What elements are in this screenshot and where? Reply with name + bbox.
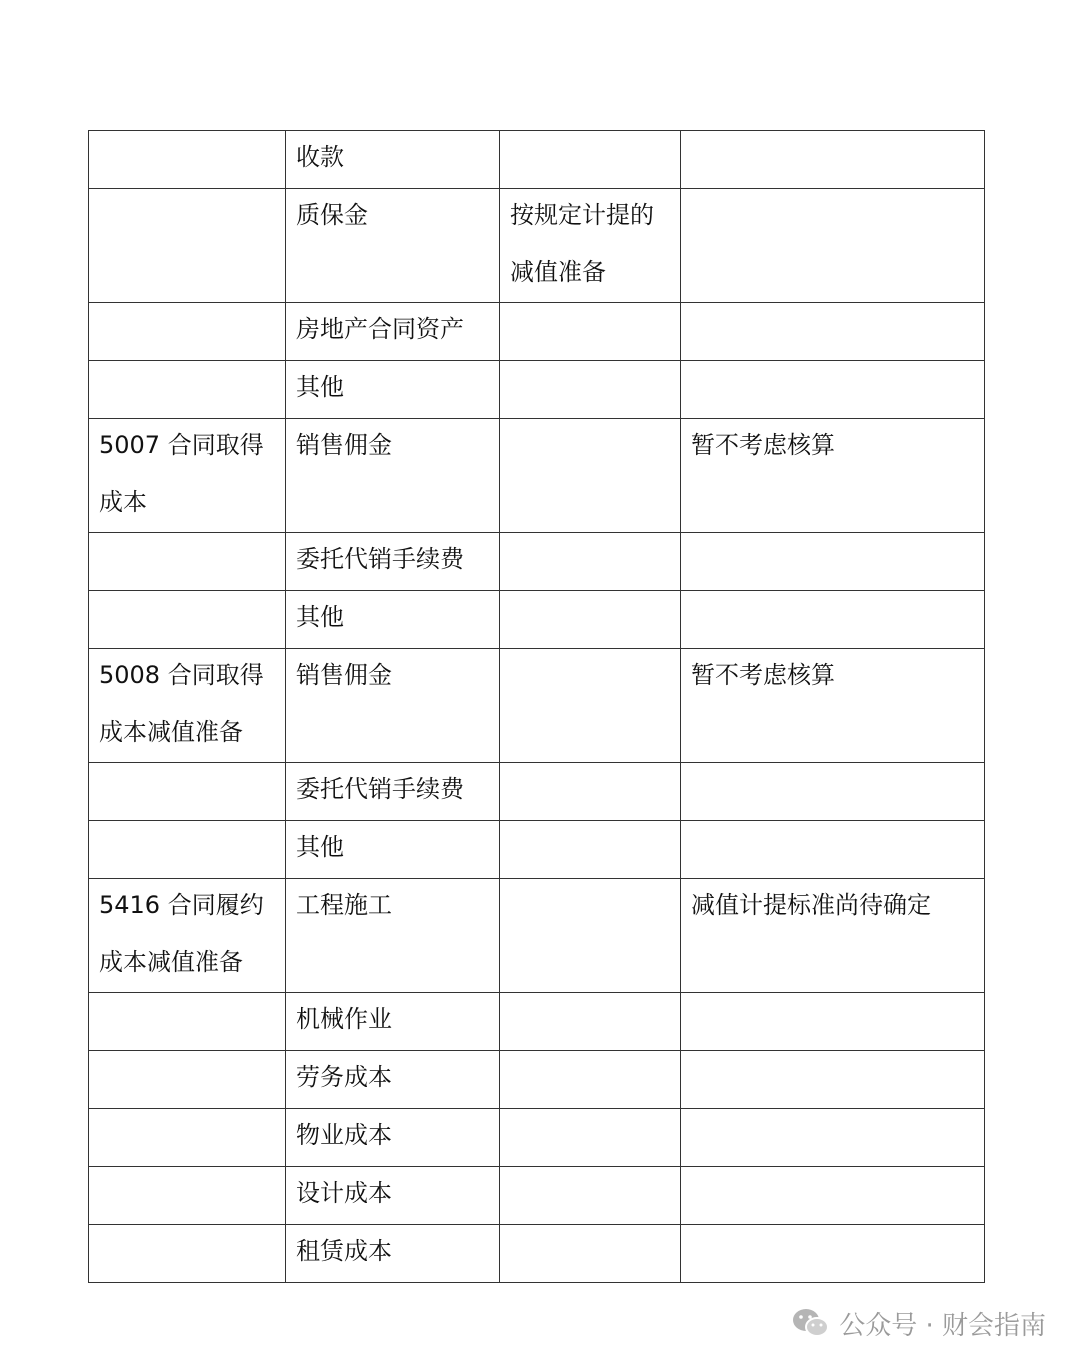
cell-text: 工程施工 bbox=[296, 891, 392, 919]
table-cell-col3 bbox=[500, 821, 681, 879]
table-cell-col2 bbox=[286, 1167, 500, 1225]
table-row bbox=[89, 591, 985, 649]
cell-text: 机械作业 bbox=[296, 1005, 392, 1033]
table-cell-col1 bbox=[89, 821, 286, 879]
cell-text: 暂不考虑核算 bbox=[691, 661, 835, 689]
cell-text: 暂不考虑核算 bbox=[691, 431, 835, 459]
table-cell-col2 bbox=[286, 1225, 500, 1283]
cell-text: 5007 合同取得成本 bbox=[99, 431, 264, 516]
cell-text: 其他 bbox=[296, 373, 344, 401]
table-cell-col2 bbox=[286, 533, 500, 591]
cell-text: 销售佣金 bbox=[296, 431, 392, 459]
table-cell-col3 bbox=[500, 1225, 681, 1283]
table-cell-col4 bbox=[681, 591, 985, 649]
table-cell-col2 bbox=[286, 131, 500, 189]
table-cell-col1 bbox=[89, 993, 286, 1051]
table-row bbox=[89, 1109, 985, 1167]
table-cell-col2 bbox=[286, 591, 500, 649]
table-cell-col2 bbox=[286, 879, 500, 993]
table-cell-col2 bbox=[286, 993, 500, 1051]
table-cell-col2 bbox=[286, 763, 500, 821]
table-cell-col3 bbox=[500, 131, 681, 189]
table-cell-col4 bbox=[681, 1167, 985, 1225]
table-cell-col4 bbox=[681, 993, 985, 1051]
table-cell-col4 bbox=[681, 763, 985, 821]
table-cell-col2 bbox=[286, 821, 500, 879]
table-cell-col3 bbox=[500, 1167, 681, 1225]
table-cell-col3 bbox=[500, 1109, 681, 1167]
cell-text: 房地产合同资产 bbox=[296, 315, 464, 343]
table-row bbox=[89, 303, 985, 361]
table-cell-col2 bbox=[286, 1051, 500, 1109]
table-cell-col1 bbox=[89, 591, 286, 649]
table-cell-col1 bbox=[89, 1051, 286, 1109]
table-cell-col4 bbox=[681, 419, 985, 533]
table-row bbox=[89, 763, 985, 821]
table-cell-col1 bbox=[89, 1167, 286, 1225]
table-cell-col2 bbox=[286, 419, 500, 533]
cell-text: 委托代销手续费 bbox=[296, 545, 464, 573]
table-cell-col3 bbox=[500, 993, 681, 1051]
account-table bbox=[88, 130, 985, 1283]
table-row bbox=[89, 131, 985, 189]
cell-text: 5416 合同履约成本减值准备 bbox=[99, 891, 264, 976]
table-row bbox=[89, 1167, 985, 1225]
cell-text: 减值计提标准尚待确定 bbox=[691, 891, 931, 919]
table-cell-col4 bbox=[681, 303, 985, 361]
table-cell-col4 bbox=[681, 649, 985, 763]
table-cell-col3 bbox=[500, 649, 681, 763]
table-cell-col1 bbox=[89, 131, 286, 189]
watermark bbox=[791, 1303, 1046, 1343]
table-row bbox=[89, 1225, 985, 1283]
cell-text: 劳务成本 bbox=[296, 1063, 392, 1091]
table-cell-col4 bbox=[681, 879, 985, 993]
table-row bbox=[89, 419, 985, 533]
table-row bbox=[89, 649, 985, 763]
table-row bbox=[89, 821, 985, 879]
table-row bbox=[89, 879, 985, 993]
table-row bbox=[89, 189, 985, 303]
table-cell-col1 bbox=[89, 1225, 286, 1283]
cell-text: 其他 bbox=[296, 833, 344, 861]
table-cell-col2 bbox=[286, 303, 500, 361]
table-cell-col3 bbox=[500, 361, 681, 419]
wechat-icon bbox=[791, 1306, 831, 1340]
table-cell-col1 bbox=[89, 763, 286, 821]
table-cell-col3 bbox=[500, 591, 681, 649]
table-cell-col3 bbox=[500, 189, 681, 303]
table-row bbox=[89, 361, 985, 419]
table-cell-col4 bbox=[681, 533, 985, 591]
table-cell-col1 bbox=[89, 303, 286, 361]
table-cell-col1 bbox=[89, 189, 286, 303]
table-cell-col4 bbox=[681, 821, 985, 879]
table-cell-col2 bbox=[286, 1109, 500, 1167]
table-cell-col4 bbox=[681, 131, 985, 189]
table-cell-col3 bbox=[500, 303, 681, 361]
table-cell-col1 bbox=[89, 649, 286, 763]
table-row bbox=[89, 993, 985, 1051]
cell-text: 委托代销手续费 bbox=[296, 775, 464, 803]
cell-text: 按规定计提的减值准备 bbox=[510, 201, 654, 286]
cell-text: 物业成本 bbox=[296, 1121, 392, 1149]
table-cell-col2 bbox=[286, 649, 500, 763]
table-cell-col4 bbox=[681, 1109, 985, 1167]
table-cell-col2 bbox=[286, 189, 500, 303]
table-cell-col3 bbox=[500, 763, 681, 821]
table-cell-col1 bbox=[89, 419, 286, 533]
table-cell-col3 bbox=[500, 533, 681, 591]
table-cell-col4 bbox=[681, 189, 985, 303]
table-cell-col1 bbox=[89, 361, 286, 419]
table-row bbox=[89, 533, 985, 591]
table-cell-col4 bbox=[681, 1225, 985, 1283]
cell-text: 质保金 bbox=[296, 201, 368, 229]
cell-text: 5008 合同取得成本减值准备 bbox=[99, 661, 264, 746]
table-cell-col1 bbox=[89, 879, 286, 993]
cell-text: 销售佣金 bbox=[296, 661, 392, 689]
cell-text: 租赁成本 bbox=[296, 1237, 392, 1265]
table-cell-col3 bbox=[500, 1051, 681, 1109]
cell-text: 收款 bbox=[296, 143, 344, 171]
account-table-body bbox=[89, 131, 985, 1283]
table-cell-col2 bbox=[286, 361, 500, 419]
cell-text: 设计成本 bbox=[296, 1179, 392, 1207]
table-cell-col4 bbox=[681, 361, 985, 419]
watermark-text: 公众号 · 财会指南 bbox=[839, 1310, 1046, 1341]
table-row bbox=[89, 1051, 985, 1109]
table-cell-col3 bbox=[500, 879, 681, 993]
table-cell-col1 bbox=[89, 1109, 286, 1167]
table-cell-col3 bbox=[500, 419, 681, 533]
table-cell-col1 bbox=[89, 533, 286, 591]
cell-text: 其他 bbox=[296, 603, 344, 631]
table-cell-col4 bbox=[681, 1051, 985, 1109]
